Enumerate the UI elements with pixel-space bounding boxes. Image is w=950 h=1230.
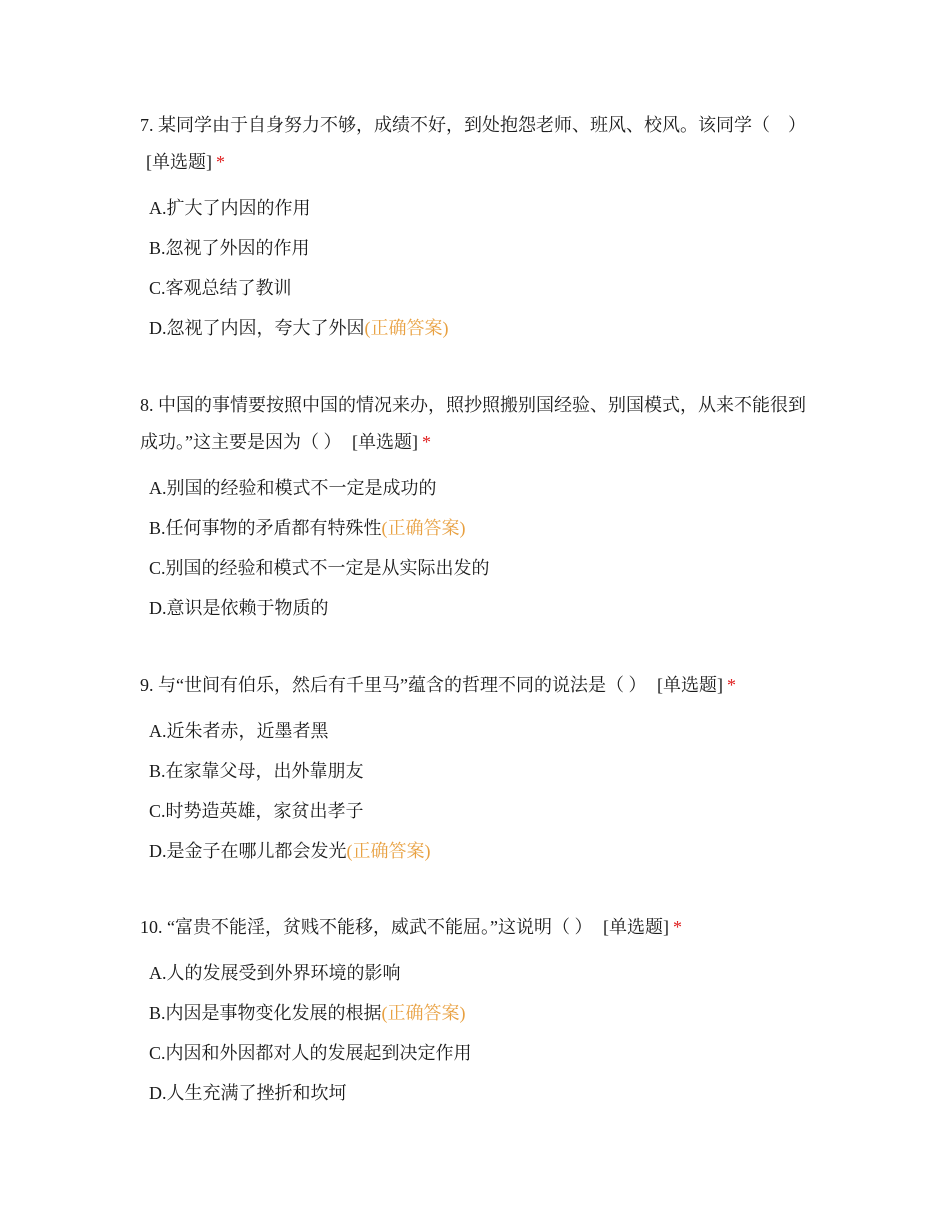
- option-a[interactable]: [149, 953, 950, 993]
- question-text: 某同学由于自身努力不够，成绩不好，到处抱怨老师、班风、校风。该同学（ ）: [158, 115, 806, 135]
- option-letter: C.: [149, 558, 166, 578]
- option-list: [0, 711, 950, 871]
- option-letter: B.: [149, 1003, 166, 1023]
- option-b[interactable]: [149, 751, 950, 791]
- option-text: 别国的经验和模式不一定是成功的: [166, 478, 437, 498]
- question-number: 7.: [140, 115, 154, 135]
- option-text: 别国的经验和模式不一定是从实际出发的: [165, 558, 490, 578]
- option-text: 客观总结了教训: [165, 278, 292, 298]
- option-letter: A.: [149, 721, 167, 741]
- option-list: [0, 188, 950, 348]
- option-letter: D.: [149, 841, 167, 861]
- option-d[interactable]: [149, 588, 950, 628]
- question-8: [0, 387, 950, 628]
- option-letter: B.: [149, 761, 166, 781]
- option-text: 任何事物的矛盾都有特殊性: [165, 518, 382, 538]
- question-text: “富贵不能淫，贫贱不能移，威武不能屈。”这说明（ ）: [167, 917, 593, 937]
- option-letter: B.: [149, 518, 166, 538]
- option-text: 忽视了外因的作用: [165, 238, 310, 258]
- option-c[interactable]: [149, 791, 950, 831]
- option-text: 忽视了内因，夸大了外因: [166, 318, 365, 338]
- option-letter: A.: [149, 963, 167, 983]
- question-type: [单选题]: [602, 917, 669, 937]
- correct-answer-label: (正确答案): [364, 318, 449, 338]
- required-mark: *: [422, 432, 431, 452]
- question-7: [0, 107, 950, 348]
- option-letter: D.: [149, 1083, 167, 1103]
- option-letter: A.: [149, 198, 167, 218]
- option-list: [0, 953, 950, 1113]
- question-title: [140, 387, 820, 461]
- option-d[interactable]: [149, 1073, 950, 1113]
- question-number: 10.: [140, 917, 163, 937]
- option-letter: D.: [149, 598, 167, 618]
- option-text: 在家靠父母，出外靠朋友: [165, 761, 364, 781]
- question-text: 中国的事情要按照中国的情况来办，照抄照搬别国经验、别国模式，从来不能很到成功。”这主要是因为（ ）: [140, 395, 806, 452]
- question-number: 9.: [140, 675, 154, 695]
- option-letter: C.: [149, 801, 166, 821]
- correct-answer-label: (正确答案): [346, 841, 431, 861]
- option-text: 扩大了内因的作用: [166, 198, 311, 218]
- correct-answer-label: (正确答案): [381, 518, 466, 538]
- option-b[interactable]: [149, 228, 950, 268]
- option-text: 内因和外因都对人的发展起到决定作用: [165, 1043, 472, 1063]
- option-text: 内因是事物变化发展的根据: [165, 1003, 382, 1023]
- required-mark: *: [672, 917, 682, 937]
- question-title: [140, 107, 820, 181]
- required-mark: *: [726, 675, 736, 695]
- option-text: 人生充满了挫折和坎坷: [166, 1083, 347, 1103]
- question-10: [0, 909, 950, 1113]
- option-text: 近朱者赤，近墨者黑: [166, 721, 329, 741]
- option-a[interactable]: [149, 468, 950, 508]
- question-type: [单选题]: [352, 432, 418, 452]
- option-list: [0, 468, 950, 628]
- option-text: 是金子在哪儿都会发光: [166, 841, 347, 861]
- question-type: [单选题]: [656, 675, 723, 695]
- option-text: 时势造英雄，家贫出孝子: [165, 801, 364, 821]
- question-number: 8.: [140, 395, 154, 415]
- option-text: 意识是依赖于物质的: [166, 598, 329, 618]
- required-mark: *: [216, 152, 225, 172]
- question-title: [140, 909, 820, 946]
- question-type: [单选题]: [146, 152, 212, 172]
- question-title: [140, 667, 820, 704]
- correct-answer-label: (正确答案): [381, 1003, 466, 1023]
- option-letter: B.: [149, 238, 166, 258]
- option-c[interactable]: [149, 1033, 950, 1073]
- option-a[interactable]: [149, 188, 950, 228]
- option-letter: C.: [149, 278, 166, 298]
- option-d[interactable]: [149, 308, 950, 348]
- option-text: 人的发展受到外界环境的影响: [166, 963, 401, 983]
- option-letter: D.: [149, 318, 167, 338]
- option-c[interactable]: [149, 268, 950, 308]
- option-b[interactable]: [149, 508, 950, 548]
- option-b[interactable]: [149, 993, 950, 1033]
- option-letter: C.: [149, 1043, 166, 1063]
- question-text: 与“世间有伯乐，然后有千里马”蕴含的哲理不同的说法是（ ）: [158, 675, 647, 695]
- option-a[interactable]: [149, 711, 950, 751]
- option-d[interactable]: [149, 831, 950, 871]
- option-letter: A.: [149, 478, 167, 498]
- option-c[interactable]: [149, 548, 950, 588]
- question-9: [0, 667, 950, 871]
